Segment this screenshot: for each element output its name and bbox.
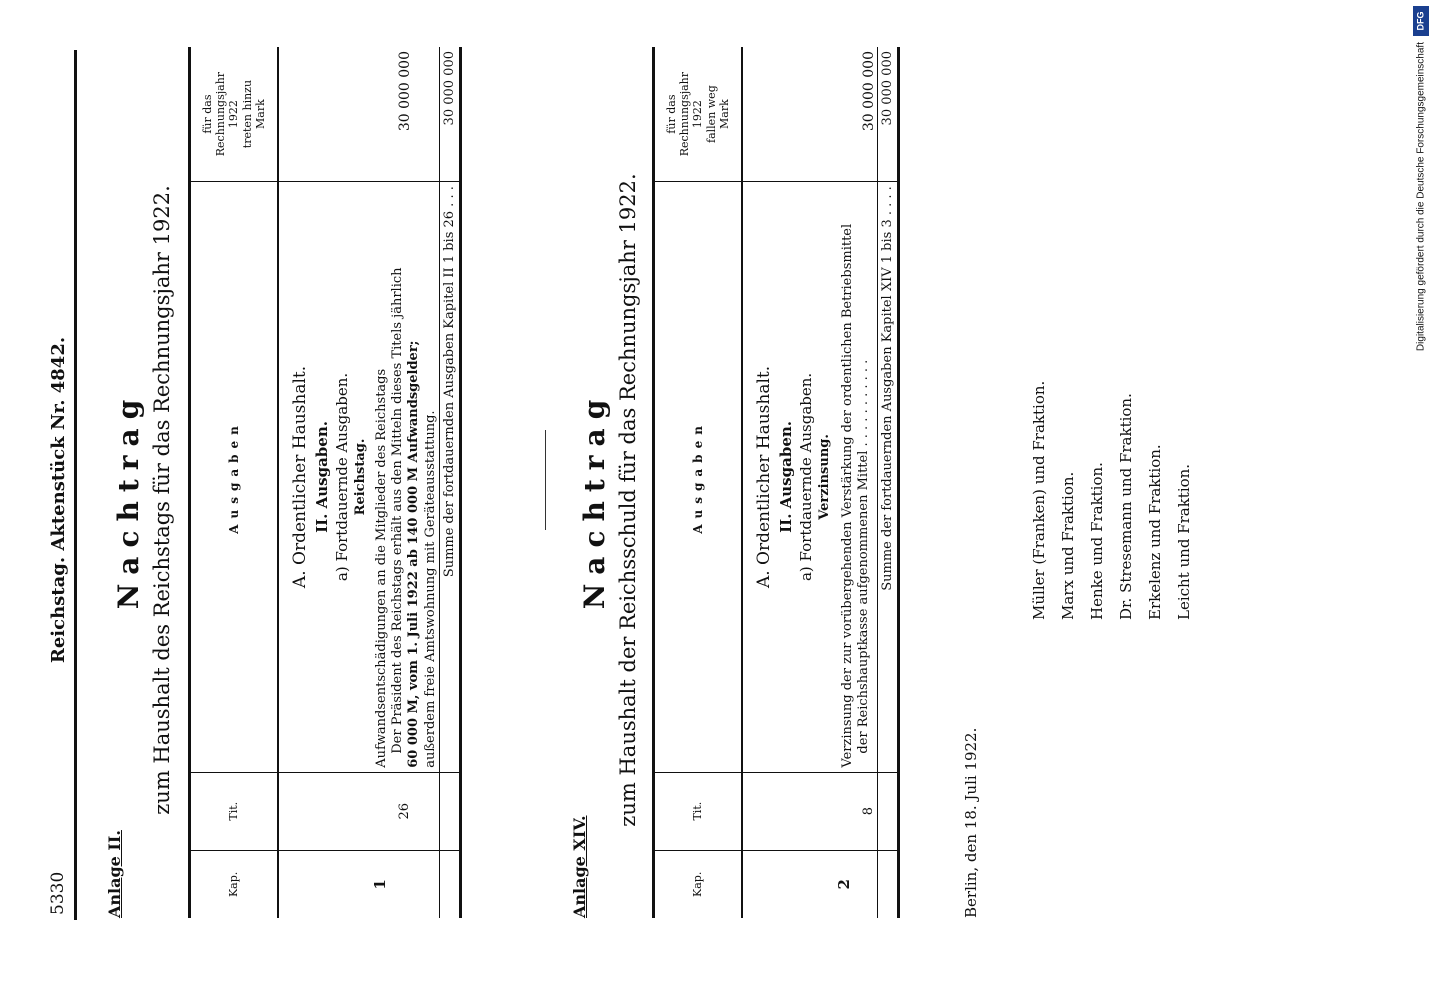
signature-line: Dr. Stresemann und Fraktion. <box>1117 393 1135 620</box>
signature-line: Erkelenz und Fraktion. <box>1146 444 1164 620</box>
annex-xiv-label: Anlage XIV. <box>570 815 589 918</box>
annex-xiv-subtitle: zum Haushalt der Reichsschuld für das Rechnungsjahr 1922. <box>616 173 640 827</box>
col-ausgaben-header: Ausgaben <box>190 182 279 773</box>
tit-number: 26 <box>278 772 439 850</box>
page-header: Reichstag. Aktenstück Nr. 4842. <box>48 336 69 664</box>
annex-ii-subtitle: zum Haushalt des Reichstags für das Rechnungsjahr 1922. <box>150 185 174 815</box>
annex-ii-label: Anlage II. <box>105 830 124 918</box>
col-kap-header: Kap. <box>654 850 743 918</box>
dfg-note-text: Digitalisierung gefördert durch die Deutsche Forschungsgemeinschaft <box>1415 42 1427 352</box>
annex-xiv-title: Nachtrag <box>578 390 611 610</box>
sum-row <box>439 47 460 918</box>
kap-number: 1 <box>278 850 439 918</box>
col-tit-header: Tit. <box>654 772 743 850</box>
col-kap-header: Kap. <box>190 850 279 918</box>
signature-line: Leicht und Fraktion. <box>1175 463 1193 620</box>
tit-number: 8 <box>742 772 878 850</box>
section-ii: II. Ausgaben. <box>312 421 331 533</box>
dfg-logo-text: DFG <box>1415 11 1426 31</box>
section-name: Verzinsung. <box>817 434 833 520</box>
annex-ii-title: Nachtrag <box>112 390 145 610</box>
sum-label: Summe der fortdauernden Ausgaben Kapitel XIV 1 bis 3 . . . . <box>878 182 899 772</box>
item-text: Aufwandsentschädigungen an die Mitglieder des Reichstags Der Präsident des Reichstags erhält aus den Mitteln dieses Titels jährlich 60 000 M, vom 1. Juli 1922 ab 140 000 M Aufwandsgelder; außerdem freie Amtswohnung mit Geräteausstattung. <box>373 267 438 768</box>
section-name: Reichstag. <box>353 438 369 516</box>
table-row <box>278 47 439 918</box>
dfg-side-note <box>1412 6 1430 394</box>
col-mark-header: für das Rechnungsjahr 1922 treten hinzu Mark <box>190 47 279 182</box>
col-tit-header: Tit. <box>190 772 279 850</box>
sum-row <box>878 47 899 918</box>
separator-rule <box>545 430 546 530</box>
signature-line: Henke und Fraktion. <box>1088 462 1106 620</box>
sum-amount: 30 000 000 <box>439 47 460 182</box>
item-text: Verzinsung der zur vorübergehenden Verstärkung der ordentlichen Betriebsmittel der Reichshauptkasse aufgenommenen Mittel . . . . . . . . . . . <box>839 223 872 768</box>
signature-line: Marx und Fraktion. <box>1059 471 1077 620</box>
annex-xiv-table <box>652 47 900 918</box>
signatures <box>1025 381 1199 620</box>
table-row <box>742 47 878 918</box>
page-number: 5330 <box>48 871 68 915</box>
col-mark-header: für das Rechnungsjahr 1922 fallen weg Mark <box>654 47 743 182</box>
header-rule <box>74 50 77 920</box>
place-date: Berlin, den 18. Juli 1922. <box>962 727 980 918</box>
kap-number: 2 <box>742 850 878 918</box>
ausgaben-cell <box>278 182 439 773</box>
item-amount: 30 000 000 <box>397 51 413 132</box>
sum-label: Summe der fortdauernden Ausgaben Kapitel II 1 bis 26 . . . <box>439 182 460 773</box>
section-a: A. Ordentlicher Haushalt. <box>754 365 774 589</box>
col-ausgaben-header: Ausgaben <box>654 182 743 772</box>
annex-ii-table <box>188 47 462 918</box>
section-sub: a) Fortdauernde Ausgaben. <box>333 372 352 582</box>
signature-line: Müller (Franken) und Fraktion. <box>1030 380 1048 620</box>
sum-amount: 30 000 000 <box>878 47 899 182</box>
ausgaben-cell <box>742 182 878 772</box>
item-amount: 30 000 000 <box>861 51 877 132</box>
section-sub: a) Fortdauernde Ausgaben. <box>797 372 816 582</box>
section-ii: II. Ausgaben. <box>776 421 795 533</box>
section-a: A. Ordentlicher Haushalt. <box>290 365 310 589</box>
